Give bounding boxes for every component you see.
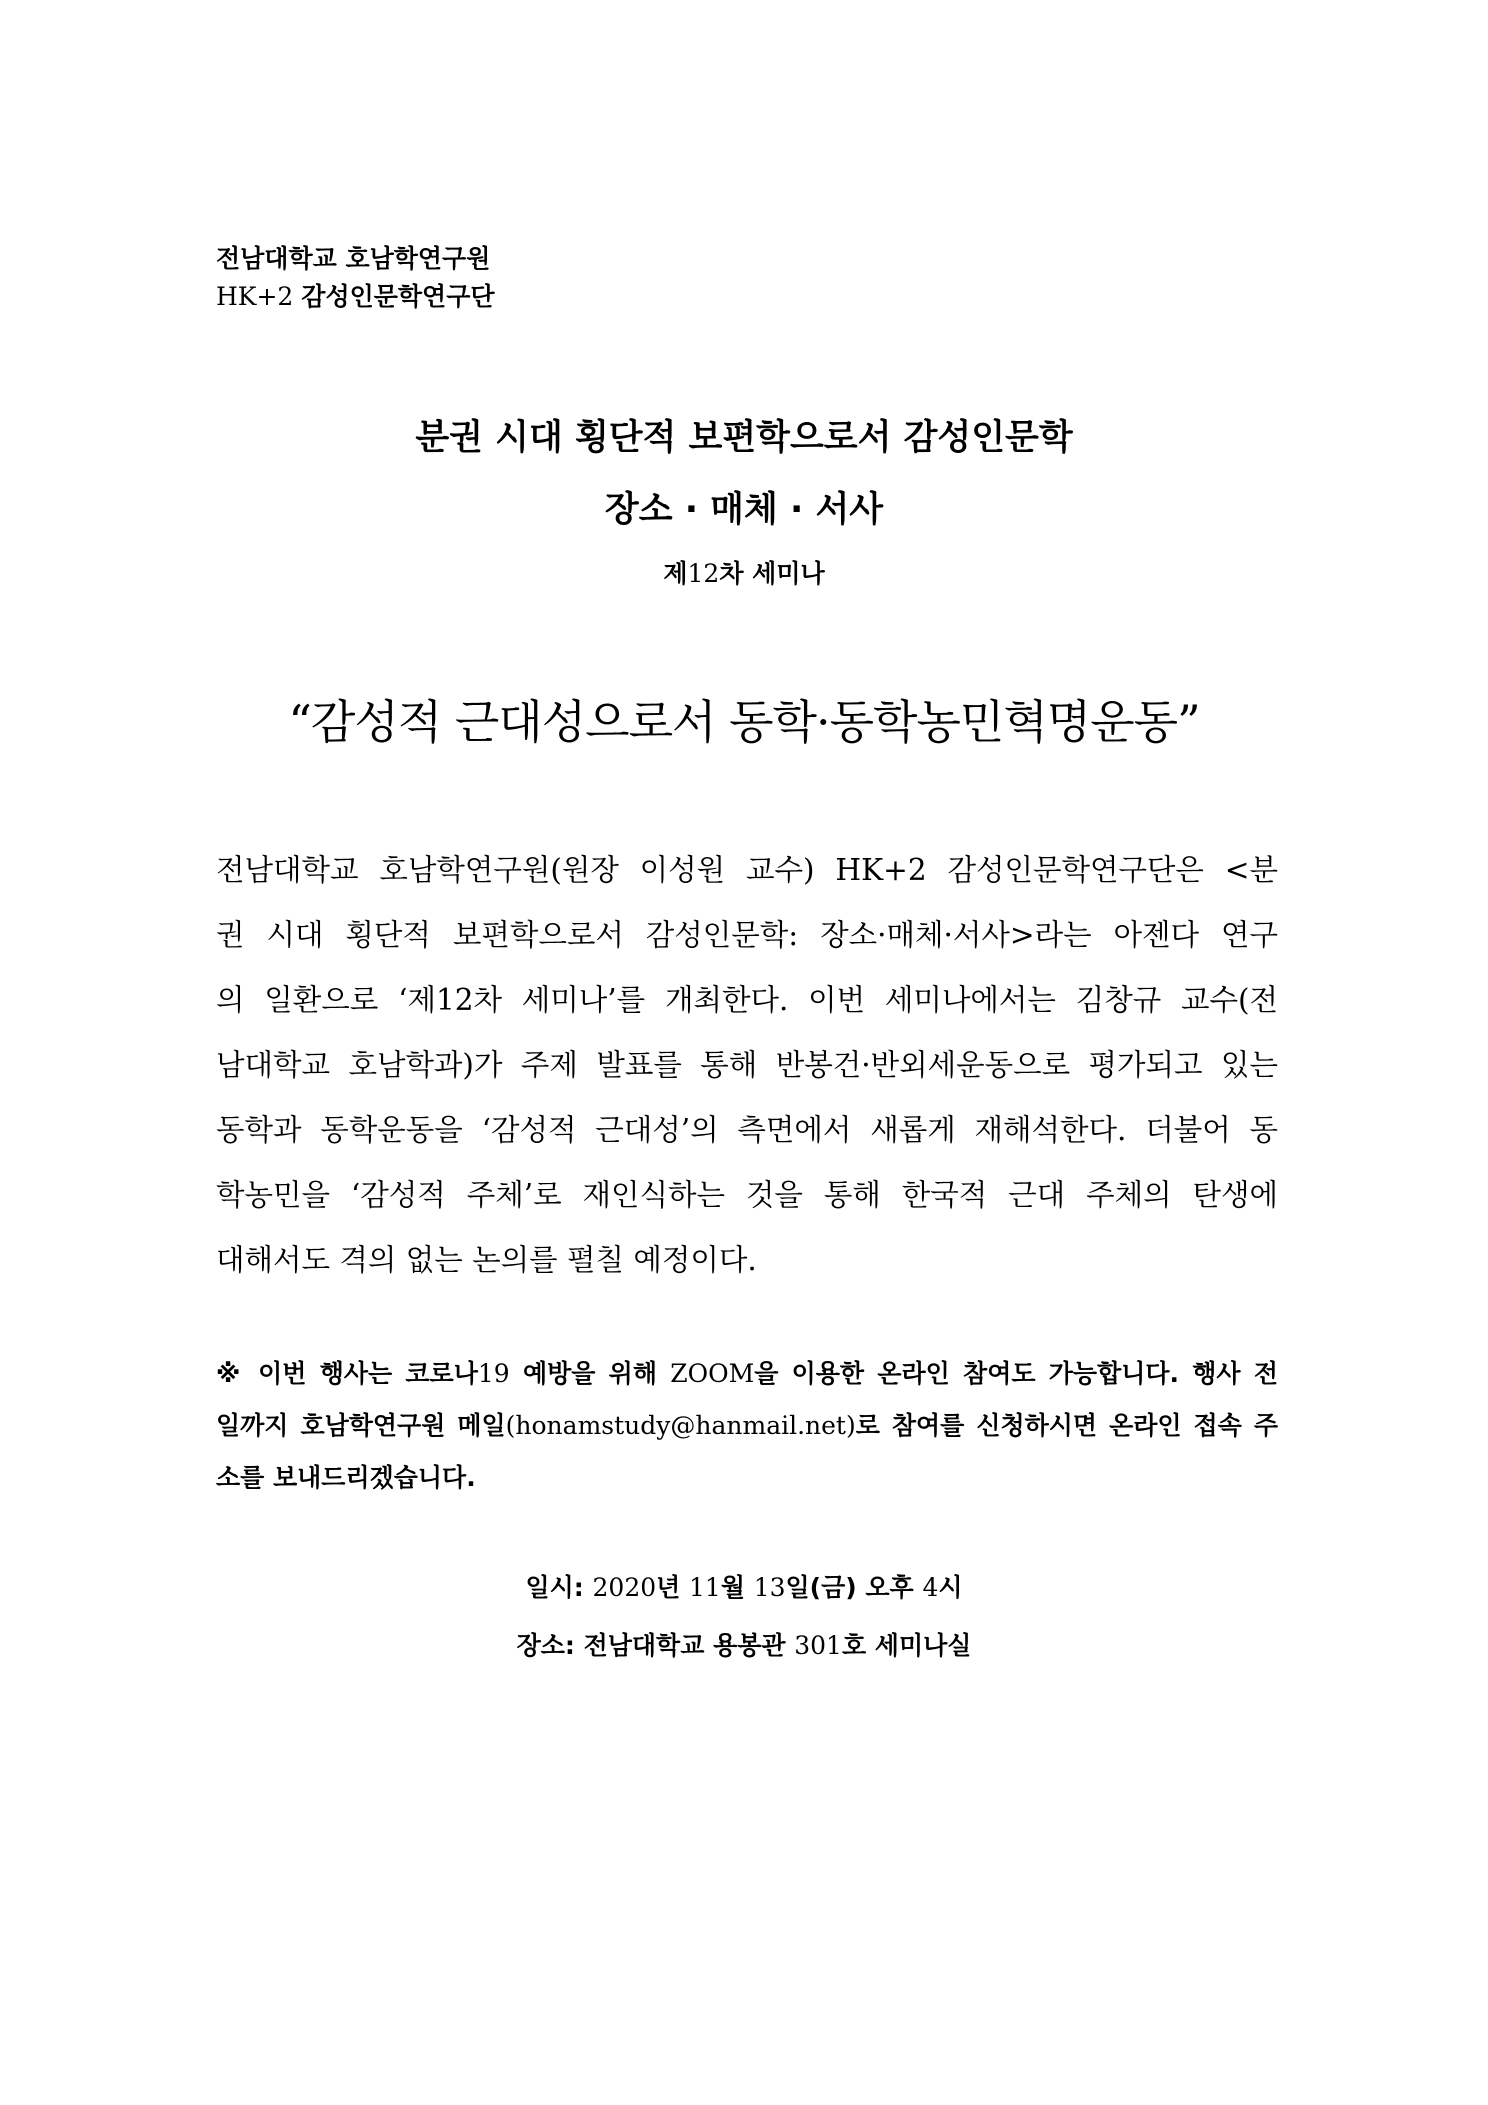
institute-name: 전남대학교 호남학연구원: [216, 244, 491, 273]
notice-line: [216, 1400, 1278, 1452]
date-year-unit: 년: [656, 1573, 681, 1602]
body-line: 전남대학교 호남학연구원(원장 이성원 교수) HK+2 감성인문학연구단은 <분: [216, 853, 1278, 887]
body-line: 남대학교 호남학과)가 주제 발표를 통해 반봉건·반외세운동으로 평가되고 있는: [216, 1048, 1278, 1082]
notice-text: 예방을 위해: [509, 1359, 671, 1388]
seminar-prefix: 제: [663, 559, 688, 588]
notice-text: 19: [477, 1359, 510, 1388]
date-month-unit: 월: [720, 1573, 745, 1602]
team-name: [216, 278, 916, 316]
agenda-title: 분권 시대 횡단적 보편학으로서 감성인문학: [415, 418, 1073, 458]
notice-line: 소를 보내드리겠습니다.: [216, 1463, 476, 1492]
notice-text: 일까지 호남학연구원 메일: [216, 1411, 506, 1440]
seminar-number: 12: [687, 559, 720, 588]
notice-text: 을 이용한 온라인 참여도 가능합니다. 행사 전: [754, 1359, 1278, 1388]
date-year: 2020: [592, 1573, 657, 1602]
team-prefix: HK+2: [216, 282, 294, 311]
notice-text: ZOOM: [670, 1359, 755, 1388]
body-line: 학농민을 ‘감성적 주체’로 재인식하는 것을 통해 한국적 근대 주체의 탄생에: [216, 1178, 1278, 1212]
date-day: 13: [753, 1573, 786, 1602]
date-label: 일시:: [525, 1573, 584, 1602]
event-place: [0, 1626, 1488, 1666]
place-building: 전남대학교 용봉관: [583, 1631, 786, 1660]
date-hour-unit: 시: [938, 1573, 963, 1602]
team-name-text: 감성인문학연구단: [301, 282, 495, 311]
agenda-subtitle: 장소 · 매체 · 서사: [604, 490, 884, 530]
date-weekday: (금): [809, 1573, 857, 1602]
place-room-number: 301: [794, 1631, 842, 1660]
date-day-unit: 일: [785, 1573, 810, 1602]
notice-text: 로 참여를 신청하시면 온라인 접속 주: [855, 1411, 1278, 1440]
date-month: 11: [689, 1573, 721, 1602]
seminar-label: [0, 556, 1488, 592]
main-title: “감성적 근대성으로서 동학·동학농민혁명운동”: [288, 695, 1200, 749]
seminar-suffix: 차 세미나: [719, 559, 825, 588]
event-date: [0, 1568, 1488, 1608]
notice-email[interactable]: (honamstudy@hanmail.net): [505, 1411, 856, 1440]
body-line: 동학과 동학운동을 ‘감성적 근대성’의 측면에서 새롭게 재해석한다. 더불어 동: [216, 1113, 1278, 1147]
notice-line: [216, 1348, 1278, 1400]
body-line: 권 시대 횡단적 보편학으로서 감성인문학: 장소·매체·서사>라는 아젠다 연구: [216, 918, 1278, 952]
date-hour: 4: [922, 1573, 939, 1602]
place-room-name: 호 세미나실: [841, 1631, 972, 1660]
document-header: [216, 240, 916, 316]
body-line: 의 일환으로 ‘제12차 세미나’를 개최한다. 이번 세미나에서는 김창규 교수(전: [216, 983, 1278, 1017]
notice-text: ※ 이번 행사는 코로나: [216, 1359, 478, 1388]
date-time-period: 오후: [865, 1573, 914, 1602]
body-line: 대해서도 격의 없는 논의를 펼칠 예정이다.: [216, 1243, 757, 1277]
body-paragraph: [216, 838, 1278, 1293]
place-label: 장소:: [516, 1631, 575, 1660]
online-notice: [216, 1348, 1278, 1504]
